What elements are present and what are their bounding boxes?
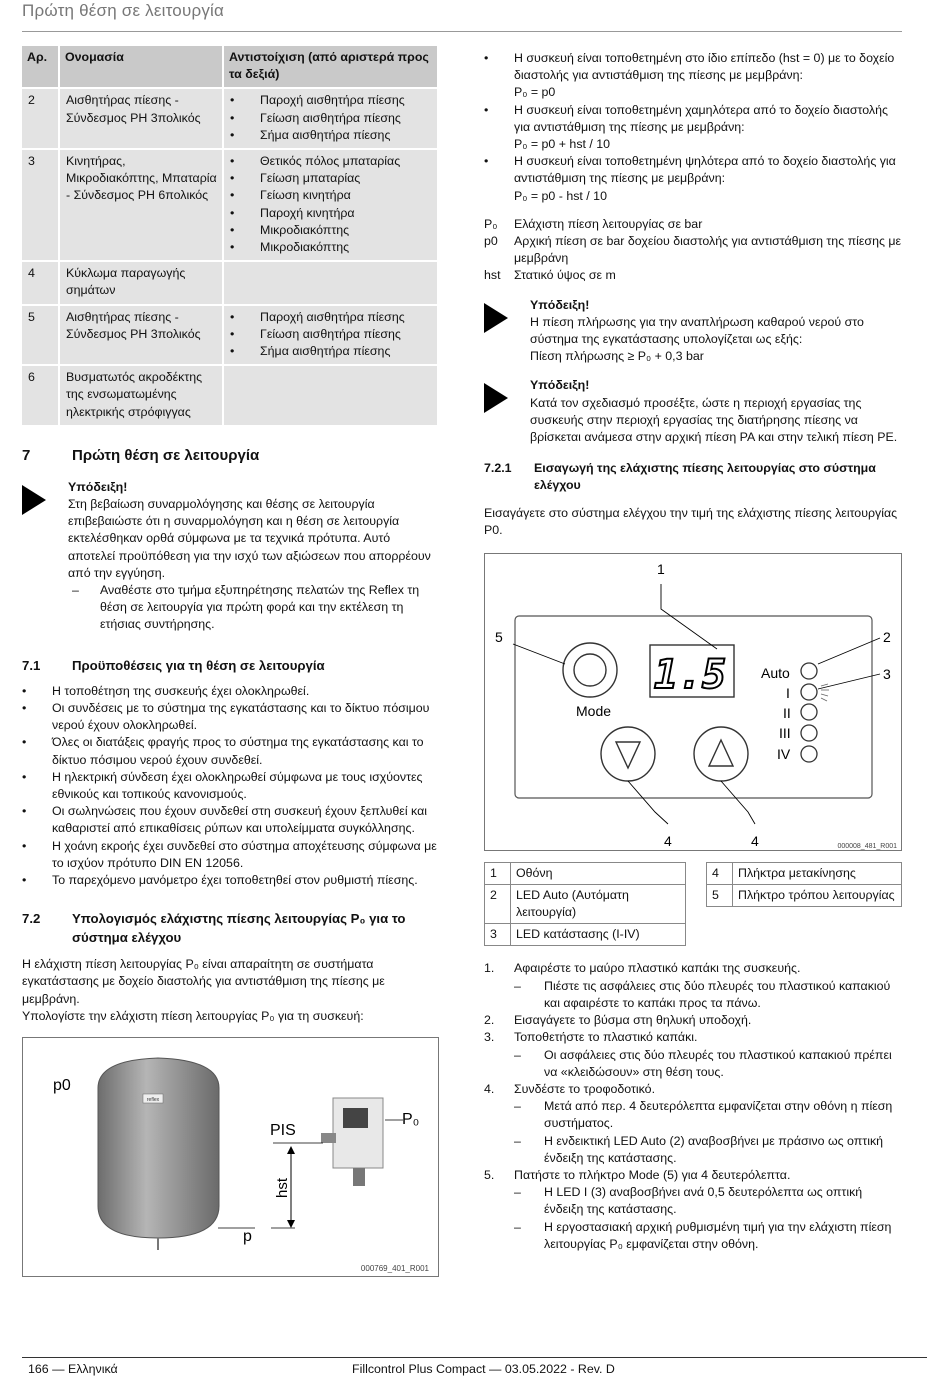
section-7-number: 7: [22, 446, 31, 464]
step-item: [484, 1029, 902, 1046]
legend-number: 1: [485, 862, 511, 884]
definition-row: [484, 216, 902, 233]
definition-symbol: hst: [484, 268, 501, 283]
section-7-1: [22, 656, 439, 889]
list-item: • Η χοάνη εκροής έχει συνδεθεί στο σύστημα αποχέτευσης σύμφωνα με το ισχύον πρότυπο DIN EN 12056.: [22, 838, 439, 872]
tank-illustration: [23, 1038, 440, 1278]
label-P0: P₀: [402, 1110, 420, 1128]
legend-text: Οθόνη: [511, 862, 686, 884]
callout-3: 3: [883, 665, 891, 682]
section-7-2-title: Υπολογισμός ελάχιστης πίεσης λειτουργίας P₀ για το σύστημα ελέγχου: [72, 911, 406, 946]
row-assignments: [224, 150, 437, 260]
step-number: 4.: [484, 1081, 495, 1096]
list-item: • Η ηλεκτρική σύνδεση έχει ολοκληρωθεί σύμφωνα με τους ισχύοντες εθνικούς και τοπικούς κανονισμούς.: [22, 769, 439, 803]
step-subitem-text: Πιέστε τις ασφάλειες στις δύο πλευρές του πλαστικού καπακιού και αφαιρέστε το καπάκι προς τα πάνω.: [544, 978, 891, 1010]
list-item: • Οι σωληνώσεις που έχουν συνδεθεί στη συσκευή έχουν ξεπλυθεί και καθαριστεί από επικαθίσεις ρύπων και υπολείμματα συγκόλλησης.: [22, 803, 439, 837]
list-item: • Όλες οι διατάξεις φραγής προς το σύστημα της εγκατάστασης και το δίκτυο πόσιμου νερού έχουν συνδεθεί.: [22, 734, 439, 768]
section-7: [22, 446, 439, 634]
assignment-item: • Σήμα αισθητήρα πίεσης: [230, 127, 432, 144]
step-number: 3.: [484, 1030, 495, 1045]
step-item: [484, 1081, 902, 1098]
table-header-name: Ονομασία: [60, 46, 222, 87]
step-number: 5.: [484, 1167, 495, 1182]
case-formula: P₀ = p0 - hst / 10: [514, 188, 607, 203]
case-text: • Η συσκευή είναι τοποθετημένη χαμηλότερα από το δοχείο διαστολής για αντιστάθμιση της πίεσης με μεμβράνη:: [514, 102, 888, 134]
list-item: • Το παρεχόμενο μανόμετρο έχει τοποθετηθεί στον ρυθμιστή πίεσης.: [22, 872, 439, 889]
legend-row: [485, 862, 686, 884]
assignment-item: • Σήμα αισθητήρα πίεσης: [230, 343, 432, 360]
legend-row: [707, 862, 902, 884]
assignment-item: • Γείωση μπαταρίας: [230, 170, 432, 187]
row-number: 2: [22, 89, 58, 148]
led-label-I: I: [786, 684, 790, 701]
led-label-II: II: [783, 704, 791, 721]
row-assignments: [224, 89, 437, 148]
legend-row: [707, 884, 902, 906]
table-row: [22, 262, 437, 303]
row-name: Βυσματωτός ακροδέκτης της ενσωματωμένης ηλεκτρικής στρόφιγγας: [60, 366, 222, 425]
parts-table: [20, 44, 439, 427]
label-p0: p0: [53, 1076, 71, 1094]
step-subitem: [484, 1184, 902, 1218]
step-subitem-text: Η ενδεικτική LED Auto (2) αναβοσβήνει με πράσινο ως οπτική ένδειξη της κατάστασης.: [544, 1133, 884, 1165]
step-subitem: [484, 1133, 902, 1167]
vessel-brand-text: reflex: [146, 1096, 160, 1103]
panel-face: [515, 616, 872, 798]
definition-symbol: p0: [484, 234, 498, 249]
legend-row: [485, 924, 686, 946]
row-number: 4: [22, 262, 58, 303]
left-column: [22, 44, 439, 1277]
note2-line2: Πίεση πλήρωσης ≥ P₀ + 0,3 bar: [530, 349, 704, 364]
row-number: 5: [22, 306, 58, 365]
led-label-III: III: [779, 724, 791, 741]
legend-table-right: [706, 862, 902, 907]
note3-text: Κατά τον σχεδιασμό προσέξτε, ώστε η περιοχή εργασίας της συσκευής στην περιοχή εργασίας της διατήρησης πίεσης να βρίσκεται ανάμεσα στην αρχική πίεση PA και στην τελική πίεση PE.: [530, 395, 898, 445]
expansion-vessel: [98, 1058, 219, 1238]
dash-marker: –: [514, 1185, 521, 1200]
assignment-item: • Γείωση αισθητήρα πίεσης: [230, 110, 432, 127]
note-arrow-icon: [22, 479, 68, 634]
legend-number: 2: [485, 884, 511, 923]
section-7-1-heading: [22, 656, 439, 675]
table-row: [22, 89, 437, 148]
note2-line1: Η πίεση πλήρωσης για την αναπλήρωση καθαρού νερού στο σύστημα της εγκατάστασης υπολογίζεται ως εξής:: [530, 314, 864, 347]
note-title: Υπόδειξη!: [68, 479, 128, 494]
assignment-item: • Παροχή αισθητήρα πίεσης: [230, 309, 432, 326]
callout-4a: 4: [664, 832, 672, 849]
prerequisites-list: [22, 683, 439, 889]
assignment-list: [230, 92, 432, 144]
table-row: [22, 306, 437, 365]
assignment-item: • Παροχή αισθητήρα πίεσης: [230, 92, 432, 109]
assignment-item: • Μικροδιακόπτης: [230, 222, 432, 239]
assignment-list: [230, 153, 432, 256]
case-text: • Η συσκευή είναι τοποθετημένη ψηλότερα από το δοχείο διαστολής για αντιστάθμιση της πίεσης με μεμβράνη:: [514, 154, 896, 186]
step-number: 2.: [484, 1013, 495, 1028]
label-hst: hst: [274, 1177, 291, 1198]
legend-row: [485, 884, 686, 923]
callout-1: 1: [657, 560, 665, 577]
control-panel-illustration: [485, 554, 903, 852]
assignment-item: • Γείωση κινητήρα: [230, 187, 432, 204]
control-panel-figure: [484, 553, 902, 851]
step-subitem-text: Η εργοστασιακή αρχική ρυθμισμένη τιμή για την ελάχιστη πίεση λειτουργίας P₀ εμφανίζεται στην οθόνη.: [544, 1219, 892, 1251]
note3-title: Υπόδειξη!: [530, 378, 590, 393]
header-rule: [22, 31, 902, 32]
legend-number: 4: [707, 862, 733, 884]
note2-title: Υπόδειξη!: [530, 297, 590, 312]
dash-marker: –: [514, 978, 521, 993]
mode-label: Mode: [576, 702, 612, 719]
section-7-1-number: 7.1: [22, 657, 41, 673]
note-arrow-icon: [484, 297, 530, 366]
row-name: Κινητήρας, Μικροδιακόπτης, Μπαταρία - Σύνδεσμος PH 6πολικός: [60, 150, 222, 260]
legend-number: 5: [707, 884, 733, 906]
section-7-2: [22, 909, 439, 1025]
list-item: • Οι συνδέσεις με το σύστημα της εγκατάστασης και το δίκτυο πόσιμου νερού έχουν ολοκληρωθεί.: [22, 700, 439, 734]
label-p: p: [243, 1227, 252, 1245]
assignment-item: • Παροχή κινητήρα: [230, 205, 432, 222]
callout-2: 2: [883, 628, 891, 645]
list-item: [484, 50, 902, 102]
assignment-item: • Θετικός πόλος μπαταρίας: [230, 153, 432, 170]
led-III: [801, 725, 817, 741]
note-dash-text: Αναθέστε στο τμήμα εξυπηρέτησης πελατών της Reflex τη θέση σε λειτουργία για πρώτη φορά και την εκτέλεση τη ετήσιας συντήρησης.: [100, 583, 420, 632]
dash-marker: –: [72, 583, 79, 598]
section-7-heading: [22, 446, 439, 466]
legend: [484, 862, 902, 947]
section-7-2-1-number: 7.2.1: [484, 461, 512, 476]
step-item: [484, 1012, 902, 1029]
note-box: [22, 479, 439, 634]
step-item: [484, 1167, 902, 1184]
row-assignments: [224, 306, 437, 365]
definition-text: Αρχική πίεση σε bar δοχείου διαστολής για αντιστάθμιση της πίεσης με μεμβράνη: [514, 234, 902, 266]
table-header-num: Αρ.: [22, 46, 58, 87]
section-7-title: Πρώτη θέση σε λειτουργία: [72, 446, 260, 464]
led-IV: [801, 746, 817, 762]
definition-text: Στατικό ύψος σε m: [514, 268, 616, 283]
led-I: [801, 684, 817, 700]
table-row: [22, 366, 437, 425]
panel-figure-code: 000008_481_R001: [837, 842, 897, 850]
section-7-2-1-title: Εισαγωγή της ελάχιστης πίεσης λειτουργίας στο σύστημα ελέγχου: [534, 461, 876, 493]
footer-rule: [22, 1357, 927, 1358]
step-text: Εισαγάγετε το βύσμα στη θηλυκή υποδοχή.: [514, 1013, 752, 1028]
tank-figure: [22, 1037, 439, 1277]
led-label-auto: Auto: [761, 664, 790, 681]
section-7-2-para2: Υπολογίστε την ελάχιστη πίεση λειτουργίας P₀ για τη συσκευή:: [22, 1008, 364, 1023]
step-subitem: [484, 978, 902, 1012]
led-II: [801, 704, 817, 720]
row-number: 3: [22, 150, 58, 260]
case-text: • Η συσκευή είναι τοποθετημένη στο ίδιο επίπεδο (hst = 0) με το δοχείο διαστολής για αντιστάθμιση της πίεσης με μεμβράνη:: [514, 51, 895, 83]
section-7-2-1-para: Εισαγάγετε στο σύστημα ελέγχου την τιμή της ελάχιστης πίεσης λειτουργίας P0.: [484, 506, 898, 538]
legend-text: LED κατάστασης (I-IV): [511, 924, 686, 946]
step-subitem: [484, 1098, 902, 1132]
fill-pressure-note: [484, 297, 902, 366]
list-item: • Η τοποθέτηση της συσκευής έχει ολοκληρωθεί.: [22, 683, 439, 700]
legend-table-left: [484, 862, 686, 947]
led-label-IV: IV: [777, 745, 791, 762]
section-7-1-title: Προϋποθέσεις για τη θέση σε λειτουργία: [72, 657, 325, 673]
definition-symbol: P₀: [484, 216, 498, 231]
step-subitem: [484, 1047, 902, 1081]
legend-text: Πλήκτρα μετακίνησης: [733, 862, 902, 884]
step-text: Αφαιρέστε το μαύρο πλαστικό καπάκι της συσκευής.: [514, 961, 801, 976]
row-assignments: [224, 366, 437, 425]
symbol-definitions: [484, 216, 902, 285]
dash-marker: –: [514, 1047, 521, 1062]
table-header-assignment: Αντιστοίχιση (από αριστερά προς τα δεξιά): [224, 46, 437, 87]
section-7-2-number: 7.2: [22, 911, 41, 927]
case-formula: P₀ = p0: [514, 85, 556, 100]
definition-row: [484, 267, 902, 284]
row-assignments: [224, 262, 437, 303]
footer-document: Fillcontrol Plus Compact — 03.05.2022 - Rev. D: [352, 1362, 615, 1376]
step-subitem: [484, 1219, 902, 1253]
dash-marker: –: [514, 1219, 521, 1234]
page-header-title: Πρώτη θέση σε λειτουργία: [22, 1, 225, 20]
step-text: Συνδέστε το τροφοδοτικό.: [514, 1081, 656, 1096]
step-subitem-text: Μετά από περ. 4 δευτερόλεπτα εμφανίζεται στην οθόνη η πίεση συστήματος.: [544, 1099, 893, 1131]
row-name: Αισθητήρας πίεσης - Σύνδεσμος PH 3πολικός: [60, 89, 222, 148]
down-button: [601, 727, 655, 781]
figure-code: 000769_401_R001: [360, 1263, 429, 1273]
callout-4b: 4: [751, 832, 759, 849]
label-pis: PIS: [270, 1121, 296, 1139]
assignment-item: • Γείωση αισθητήρα πίεσης: [230, 326, 432, 343]
footer-page: 166 — Ελληνικά: [28, 1362, 118, 1376]
assignment-item: • Μικροδιακόπτης: [230, 239, 432, 256]
callout-5: 5: [495, 628, 503, 645]
step-text: Πατήστε το πλήκτρο Mode (5) για 4 δευτερόλεπτα.: [514, 1167, 791, 1182]
display-value: 1.5: [653, 651, 727, 698]
section-7-2-heading: [22, 909, 439, 947]
step-text: Τοποθετήστε το πλαστικό καπάκι.: [514, 1030, 698, 1045]
list-item: [484, 102, 902, 154]
step-number: 1.: [484, 961, 495, 976]
note-text: Στη βεβαίωση συναρμολόγησης και θέσης σε λειτουργία επιβεβαιώστε ότι η συναρμολόγηση και η θέση σε λειτουργία εκτελέσθηκαν ορθά σύμφωνα με τα τεχνικά πρότυπα. Αυτό αποτελεί προϋπόθεση για την ισχύ των αξιώσεων που απορρέουν από την εγγύηση.: [68, 497, 431, 580]
table-row: [22, 150, 437, 260]
row-number: 6: [22, 366, 58, 425]
section-7-2-para1: Η ελάχιστη πίεση λειτουργίας P₀ είναι απαραίτητη σε συστήματα εγκατάστασης με δοχείο διαστολής για αντιστάθμιση της πίεσης με μεμβράνη.: [22, 957, 385, 1006]
up-button: [694, 727, 748, 781]
assignment-list: [230, 309, 432, 361]
procedure-steps: [484, 960, 902, 1252]
definition-row: [484, 233, 902, 267]
dash-marker: –: [514, 1099, 521, 1114]
right-column: [484, 50, 902, 1253]
working-range-note: [484, 377, 902, 446]
case-formula: P₀ = p0 + hst / 10: [514, 137, 611, 152]
dash-marker: –: [514, 1133, 521, 1148]
row-name: Κύκλωμα παραγωγής σημάτων: [60, 262, 222, 303]
note-arrow-icon: [484, 377, 530, 446]
step-subitem-text: Η LED I (3) αναβοσβήνει ανά 0,5 δευτερόλεπτα ως οπτική ένδειξη της κατάστασης.: [544, 1185, 863, 1217]
led-auto: [801, 663, 817, 679]
list-item: [484, 153, 902, 205]
legend-number: 3: [485, 924, 511, 946]
definition-text: Ελάχιστη πίεση λειτουργίας σε bar: [514, 216, 703, 231]
step-subitem-text: Οι ασφάλειες στις δύο πλευρές του πλαστικού καπακιού πρέπει να «κλειδώσουν» στη θέση τους.: [544, 1047, 892, 1079]
legend-text: LED Auto (Αυτόματη λειτουργία): [511, 884, 686, 923]
position-cases-list: [484, 50, 902, 205]
row-name: Αισθητήρας πίεσης - Σύνδεσμος PH 3πολικός: [60, 306, 222, 365]
step-item: [484, 960, 902, 977]
legend-text: Πλήκτρο τρόπου λειτουργίας: [733, 884, 902, 906]
section-7-2-1-heading: [484, 460, 902, 494]
